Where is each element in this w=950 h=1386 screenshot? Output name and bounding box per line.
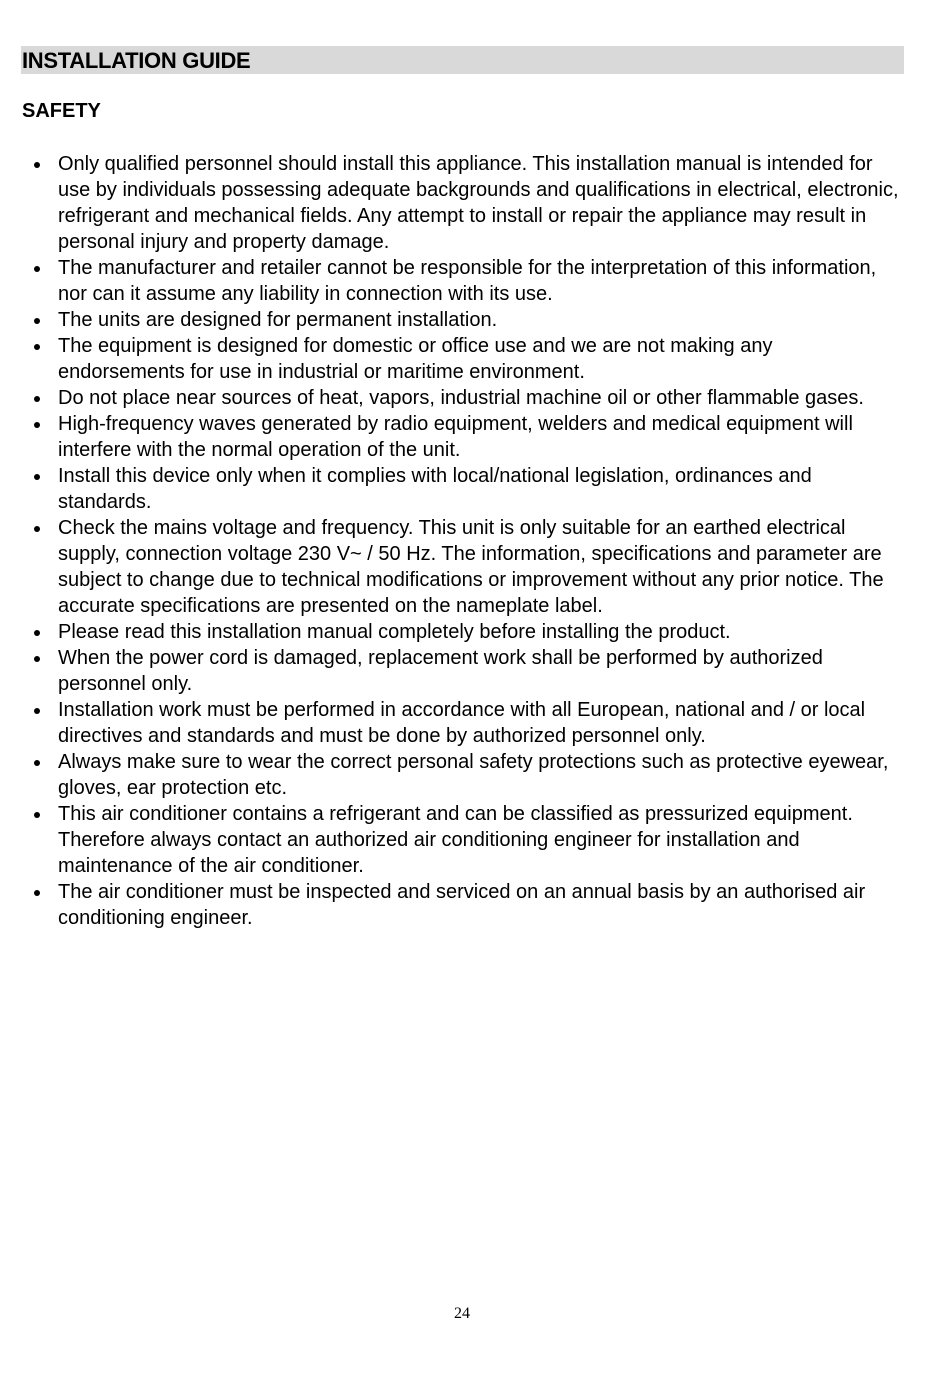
bullet-item-high-frequency: High-frequency waves generated by radio equipment, welders and medical equipment will interfere with the normal operation of the unit. [58,411,903,463]
bullet-item-refrigerant: This air conditioner contains a refrigerant and can be classified as pressurized equipment. Therefore always contact an authorized air conditioning engineer for installation and maintenance of the air conditioner. [58,801,903,879]
bullet-item-liability: The manufacturer and retailer cannot be responsible for the interpretation of this information, nor can it assume any liability in connection with its use. [58,255,903,307]
bullet-item-qualified-personnel: Only qualified personnel should install this appliance. This installation manual is intended for use by individuals possessing adequate backgrounds and qualifications in electrical, electronic, refrigerant and mechanical fields. Any attempt to install or repair the appliance may result in personal injury and property damage. [58,151,903,255]
safety-bullet-list [58,151,903,931]
bullet-item-protections: Always make sure to wear the correct personal safety protections such as protective eyewear, gloves, ear protection etc. [58,749,903,801]
bullet-item-domestic-use: The equipment is designed for domestic or office use and we are not making any endorsements for use in industrial or maritime environment. [58,333,903,385]
bullet-item-permanent-installation: The units are designed for permanent installation. [58,307,903,333]
bullet-item-mains-voltage: Check the mains voltage and frequency. This unit is only suitable for an earthed electrical supply, connection voltage 230 V~ / 50 Hz. The information, specifications and parameter are subject to change due to technical modifications or improvement without any prior notice. The accurate specifications are presented on the nameplate label. [58,515,903,619]
bullet-item-read-manual: Please read this installation manual completely before installing the product. [58,619,903,645]
bullet-item-annual-service: The air conditioner must be inspected and serviced on an annual basis by an authorised air conditioning engineer. [58,879,903,931]
bullet-item-power-cord: When the power cord is damaged, replacement work shall be performed by authorized personnel only. [58,645,903,697]
section-heading-safety: SAFETY [22,100,101,122]
page-title: INSTALLATION GUIDE [22,48,251,73]
bullet-item-legislation: Install this device only when it complies with local/national legislation, ordinances and standards. [58,463,903,515]
page-number: 24 [454,1305,470,1322]
bullet-item-heat-sources: Do not place near sources of heat, vapors, industrial machine oil or other flammable gases. [58,385,903,411]
bullet-item-directives: Installation work must be performed in accordance with all European, national and / or local directives and standards and must be done by authorized personnel only. [58,697,903,749]
